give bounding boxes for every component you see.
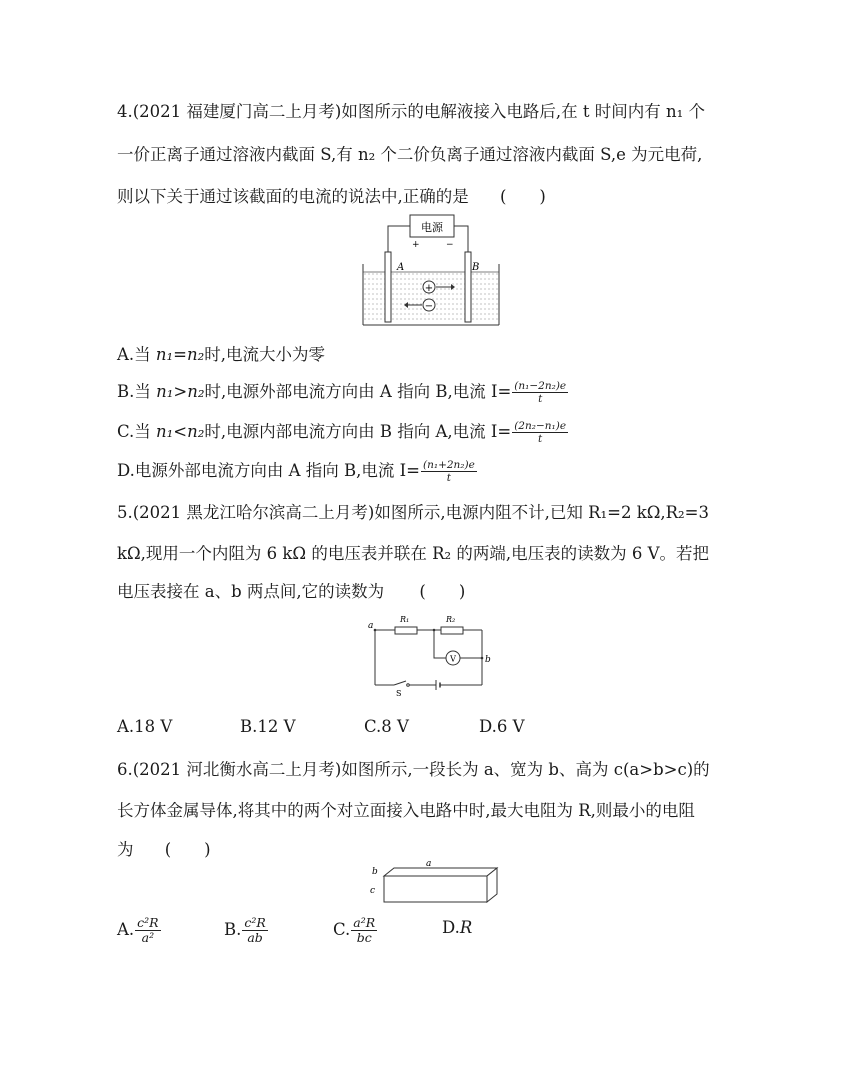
q4-option-a — [117, 341, 325, 365]
q6-option-a — [117, 916, 161, 945]
point-b-label: b — [485, 655, 491, 665]
q4-option-d-fraction — [421, 459, 477, 484]
q6-line-3 — [117, 836, 211, 860]
minus-terminal-label: − — [446, 240, 454, 250]
q6-option-d-value: R — [459, 918, 473, 937]
q4-option-a-condition: n₁=n₂ — [155, 345, 205, 364]
switch — [394, 681, 406, 685]
negative-ion-sign: − — [424, 301, 434, 312]
electrolyte-solution — [364, 274, 498, 319]
q4-line-1: 4.(2021 福建厦门高二上月考)如图所示的电解液接入电路后,在 t 时间内有 n₁ 个 — [117, 102, 705, 121]
q4-line-3 — [117, 183, 546, 207]
q4-option-c — [117, 418, 568, 445]
q4-option-c-condition: n₁<n₂ — [156, 422, 205, 441]
resistor-r1 — [395, 627, 417, 634]
q5-option-b: B.12 V — [240, 717, 296, 736]
resistor-r2 — [441, 627, 463, 634]
q4-answer-paren: ( ) — [500, 187, 546, 206]
resistor-r2-label: R₂ — [446, 615, 456, 624]
resistor-r1-label: R₁ — [400, 615, 410, 624]
q6-line-1: 6.(2021 河北衡水高二上月考)如图所示,一段长为 a、宽为 b、高为 c(a>b>c)的 — [117, 760, 710, 779]
cuboid-top-face — [384, 868, 497, 876]
q6-option-b — [224, 916, 268, 945]
electrode-b-label: B — [472, 262, 480, 273]
q5-line-2: kΩ,现用一个内阻为 6 kΩ 的电压表并联在 R₂ 的两端,电压表的读数为 6 V。若把 — [117, 544, 710, 563]
q6-option-b-numerator: c²R — [244, 915, 266, 930]
power-source-label: 电源 — [421, 221, 443, 234]
negative-ion-arrowhead — [404, 302, 408, 308]
circuit-figure — [364, 610, 504, 698]
q4-option-c-denominator: t — [538, 433, 543, 445]
q6-option-a-denominator: a² — [141, 930, 155, 945]
q6-option-a-label: A. — [117, 920, 135, 939]
cuboid-figure — [364, 860, 504, 910]
width-b-label: b — [372, 867, 378, 877]
switch-label: S — [396, 689, 402, 698]
q6-option-d-label: D. — [442, 918, 460, 937]
q4-option-d-numerator: (n₁+2n₂)e — [423, 459, 475, 471]
q4-option-d-denominator: t — [446, 472, 452, 484]
q4-option-b-numerator: (n₁−2n₂)e — [514, 380, 567, 392]
q4-option-c-numerator: (2n₂−n₁)e — [514, 420, 567, 432]
q5-line-3-text: 电压表接在 a、b 两点间,它的读数为 — [117, 582, 385, 601]
q4-line-2: 一价正离子通过溶液内截面 S,有 n₂ 个二价负离子通过溶液内截面 S,e 为元电荷, — [117, 145, 703, 164]
q5-answer-paren: ( ) — [419, 582, 466, 601]
q6-line-2: 长方体金属导体,将其中的两个对立面接入电路中时,最大电阻为 R,则最小的电阻 — [117, 801, 695, 820]
q6-option-b-fraction — [242, 916, 267, 945]
electrode-a-label: A — [397, 262, 405, 273]
q6-option-a-fraction — [135, 916, 160, 945]
q4-option-b-fraction — [512, 380, 568, 405]
point-b — [481, 657, 484, 660]
plus-terminal-label: + — [412, 240, 420, 250]
length-a-label: a — [426, 860, 432, 869]
q6-option-c-denominator: bc — [356, 930, 372, 945]
q4-option-c-text: 时,电源内部电流方向由 B 指向 A,电流 I= — [204, 422, 512, 441]
q6-option-b-label: B. — [224, 920, 242, 939]
voltmeter-label: V — [450, 654, 456, 664]
height-c-label: c — [370, 886, 376, 896]
electrode-a — [385, 252, 391, 322]
switch-contact — [407, 684, 410, 687]
q5-line-1: 5.(2021 黑龙江哈尔滨高二上月考)如图所示,电源内阻不计,已知 R₁=2 kΩ,R₂=3 — [117, 503, 709, 522]
q5-option-c: C.8 V — [364, 717, 409, 736]
q6-option-c — [333, 916, 377, 945]
q6-answer-paren: ( ) — [164, 840, 211, 859]
positive-ion-sign: + — [424, 283, 434, 294]
q6-option-b-denominator: ab — [247, 930, 263, 945]
q5-option-d: D.6 V — [479, 717, 525, 736]
electrolysis-figure — [355, 212, 515, 330]
q4-line-3-text: 则以下关于通过该截面的电流的说法中,正确的是 — [117, 187, 469, 206]
q6-option-d — [442, 918, 472, 937]
q4-option-b-denominator: t — [538, 393, 543, 405]
q5-line-3 — [117, 578, 465, 602]
q4-option-a-prefix: A.当 — [117, 345, 156, 364]
q6-option-c-fraction — [351, 916, 377, 945]
q6-line-3-text: 为 — [117, 840, 134, 859]
q6-option-c-label: C. — [333, 920, 351, 939]
q4-option-a-text: 时,电流大小为零 — [204, 345, 325, 364]
q6-option-c-numerator: a²R — [353, 915, 376, 930]
q4-option-b-condition: n₁>n₂ — [156, 382, 205, 401]
q4-option-d-prefix: D.电源外部电流方向由 A 指向 B,电流 I= — [117, 461, 420, 480]
q4-option-b-prefix: B.当 — [117, 382, 157, 401]
q6-option-a-numerator: c²R — [137, 915, 159, 930]
q4-option-c-fraction — [512, 420, 568, 445]
q4-option-d — [117, 457, 477, 484]
q4-option-b — [117, 378, 568, 405]
q5-option-a: A.18 V — [117, 717, 173, 736]
q4-option-b-text: 时,电源外部电流方向由 A 指向 B,电流 I= — [204, 382, 512, 401]
cuboid-front-face — [384, 876, 487, 902]
electrode-b — [465, 252, 471, 322]
point-a-label: a — [368, 621, 374, 631]
q4-option-c-prefix: C.当 — [117, 422, 157, 441]
